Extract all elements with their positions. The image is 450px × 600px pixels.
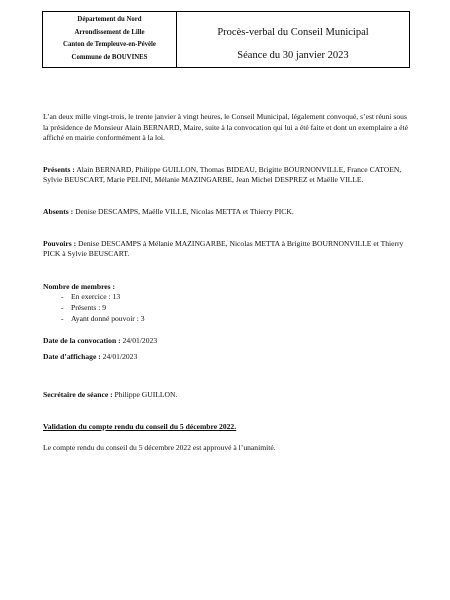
convocation-date: 24/01/2023 bbox=[120, 336, 158, 346]
list-item: - En exercice : 13 bbox=[61, 292, 411, 303]
session-date-title: Séance du 30 janvier 2023 bbox=[237, 50, 349, 61]
document-header bbox=[42, 11, 410, 70]
presents-text: Alain BERNARD, Philippe GUILLON, Thomas BIDEAU, Brigitte BOURNONVILLE, France CATOEN, Sylvie BEUSCART, Marie PELINI, Mélanie MAZINGARBE, Jean Michel DESPREZ et Maëlle VILLE. bbox=[43, 164, 402, 185]
pouvoirs-paragraph bbox=[43, 239, 411, 260]
list-item: - Présents : 9 bbox=[61, 303, 411, 314]
title-box bbox=[177, 11, 410, 68]
validation-heading: Validation du compte rendu du conseil du 5 décembre 2022. bbox=[43, 421, 237, 431]
document-body bbox=[43, 112, 411, 453]
secretaire-line bbox=[43, 390, 411, 401]
members-list bbox=[43, 292, 411, 324]
arrondissement-line: Arrondissement de Lille bbox=[74, 28, 145, 36]
intro-paragraph: L’an deux mille vingt-trois, le trente janvier à vingt heures, le Conseil Municipal, légalement convoqué, s’est réuni sous la présidence de Monsieur Alain BERNARD, Maire, suite à la convocation qui lui a été faite et dont un exemplaire a été affiché en mairie conformément à la loi. bbox=[43, 112, 409, 143]
absents-label: Absents : bbox=[43, 206, 74, 216]
administrative-box bbox=[42, 11, 177, 68]
members-heading: Nombre de membres : bbox=[43, 281, 116, 291]
convocation-line bbox=[43, 336, 411, 347]
canton-line: Canton de Templeuve-en-Pévèle bbox=[63, 41, 156, 48]
pouvoirs-label: Pouvoirs : bbox=[43, 238, 77, 248]
affichage-line bbox=[43, 352, 411, 363]
secretaire-label: Secrétaire de séance : bbox=[43, 390, 113, 400]
list-item: - Ayant donné pouvoir : 3 bbox=[61, 314, 411, 325]
commune-line: Commune de BOUVINES bbox=[71, 53, 148, 61]
presents-label: Présents : bbox=[43, 164, 75, 174]
secretaire-name: Philippe GUILLON. bbox=[112, 390, 178, 400]
affichage-label: Date d’affichage : bbox=[43, 351, 101, 361]
pouvoirs-text: Denise DESCAMPS à Mélanie MAZINGARBE, Nicolas METTA à Brigitte BOURNONVILLE et Thierry PICK à Sylvie BEUSCART. bbox=[43, 238, 404, 259]
document-title: Procès-verbal du Conseil Municipal bbox=[217, 27, 369, 38]
departement-line: Département du Nord bbox=[77, 16, 142, 23]
convocation-label: Date de la convocation : bbox=[43, 336, 121, 346]
presents-paragraph bbox=[43, 165, 411, 186]
affichage-date: 24/01/2023 bbox=[100, 351, 138, 361]
validation-text: Le compte rendu du conseil du 5 décembre 2022 est approuvé à l’unanimité. bbox=[43, 442, 276, 452]
absents-paragraph bbox=[43, 207, 411, 218]
absents-text: Denise DESCAMPS, Maëlle VILLE, Nicolas METTA et Thierry PICK. bbox=[73, 206, 294, 216]
